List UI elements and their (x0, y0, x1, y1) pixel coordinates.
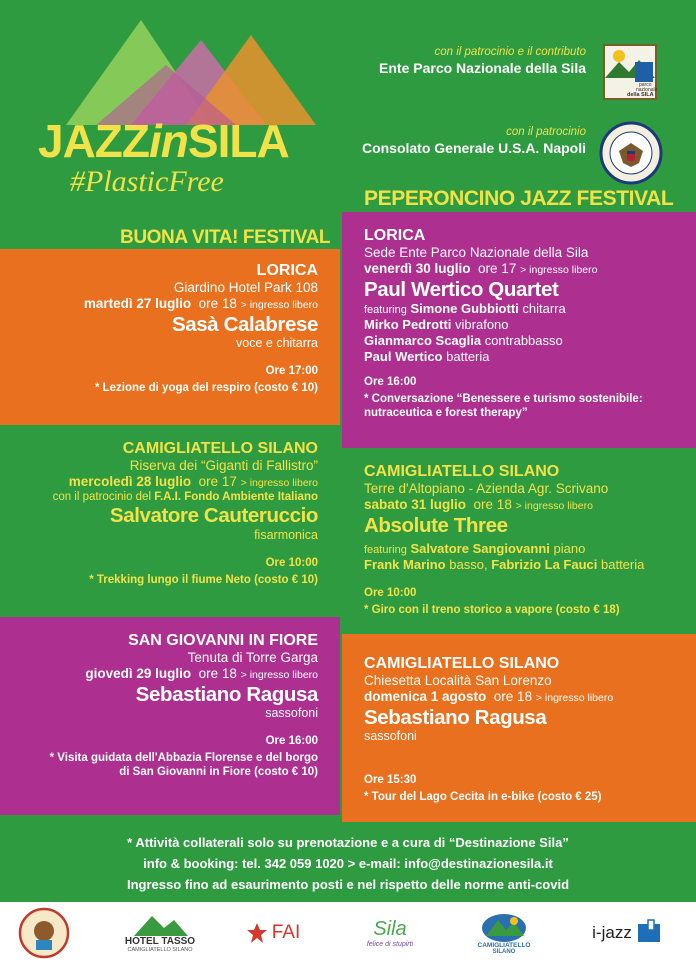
footer-line-1: * Attività collaterali solo su prenotazione e a cura di “Destinazione Sila” (127, 835, 569, 850)
event-artist: Absolute Three (364, 513, 508, 537)
event-block-camigliatello-1ago (342, 634, 696, 822)
activity-text: * Conversazione “Benessere e turismo sostenibile: (364, 392, 643, 405)
event-artist: Sebastiano Ragusa (364, 705, 547, 729)
event-venue: Giardino Hotel Park 108 (173, 280, 318, 296)
event-place: SAN GIOVANNI IN FIORE (128, 632, 318, 649)
hotel-tasso-logo-icon: HOTEL TASSO CAMIGLIATELLO SILANO (118, 902, 202, 964)
event-venue: Sede Ente Parco Nazionale della Sila (364, 245, 589, 261)
svg-text:nazionale: nazionale (636, 87, 658, 93)
mountains-logo-icon (36, 10, 336, 130)
activity-text: * Tour del Lago Cecita in e-bike (costo € 25) (364, 790, 602, 803)
event-artist: Paul Wertico Quartet (364, 277, 559, 301)
camigliatello-logo-icon: CAMIGLIATELLO SILANO (468, 902, 540, 964)
event-place: LORICA (256, 262, 318, 279)
activity-time: Ore 17:00 (265, 365, 318, 378)
activity-time: Ore 15:30 (364, 774, 417, 787)
band-member: featuring Simone Gubbiotti chitarra (364, 301, 566, 317)
right-festival-title: PEPERONCINO JAZZ FESTIVAL (364, 187, 674, 210)
sponsors-bar (0, 902, 696, 964)
svg-text:della SILA: della SILA (627, 92, 654, 98)
parco-nazionale-sila-logo-icon (603, 44, 657, 100)
event-block-lorica-27 (0, 249, 340, 425)
event-place: LORICA (364, 227, 426, 244)
band-member: featuring Salvatore Sangiovanni piano (364, 541, 586, 557)
event-place: CAMIGLIATELLO SILANO (364, 655, 560, 672)
event-venue: Riserva dei “Giganti di Fallistro” (129, 458, 318, 474)
activity-text-2: nutraceutica e forest therapy” (364, 406, 528, 419)
event-artist: Salvatore Cauteruccio (109, 504, 318, 528)
activity-text: * Visita guidata dell'Abbazia Florense e del borgo (49, 751, 318, 764)
footer-line-3: Ingresso fino ad esaurimento posti e nel rispetto delle norme anti-covid (126, 877, 570, 892)
la-paesana-logo-icon (14, 902, 74, 964)
svg-text:parco: parco (639, 82, 652, 88)
event-artist: Sasà Calabrese (172, 312, 318, 336)
footer-line-2: info & booking: tel. 342 059 1020 > e-mail: info@destinazionesila.it (143, 856, 553, 871)
event-date: venerdì 30 luglio ore 17 > ingresso libero (364, 261, 598, 277)
band-member: Frank Marino basso, Fabrizio La Fauci batteria (364, 557, 645, 573)
event-place: CAMIGLIATELLO SILANO (122, 440, 318, 457)
activity-time: Ore 10:00 (265, 556, 318, 569)
logo-title: JAZZinSILA (38, 115, 289, 167)
i-jazz-logo-icon: i-jazz (572, 902, 682, 964)
sila-logo-icon: Sila felice di stupirti (366, 918, 414, 948)
patronage-consolato: con il patrocinio Consolato Generale U.S.A. Napoli (361, 126, 586, 156)
activity-text-2: di San Giovanni in Fiore (costo € 10) (119, 765, 318, 778)
activity-text: * Giro con il treno storico a vapore (costo € 18) (364, 603, 620, 616)
event-date: domenica 1 agosto ore 18 > ingresso libero (364, 689, 614, 705)
us-consulate-seal-icon (599, 121, 663, 185)
event-venue: Terre d'Altopiano - Azienda Agr. Scrivano (364, 481, 609, 497)
event-patron: con il patrocinio del F.A.I. Fondo Ambiente Italiano (52, 490, 318, 503)
logo-subtitle: #PlasticFree (70, 165, 224, 198)
event-date: sabato 31 luglio ore 18 > ingresso libero (364, 497, 593, 513)
event-role: sassofoni (265, 706, 318, 721)
event-role: fisarmonica (254, 527, 318, 542)
event-block-camigliatello-31 (342, 448, 696, 634)
event-place: CAMIGLIATELLO SILANO (364, 463, 560, 480)
activity-time: Ore 16:00 (265, 735, 318, 748)
footer-info (0, 832, 696, 895)
fai-logo-icon: FAI (240, 902, 306, 964)
activity-time: Ore 10:00 (364, 586, 417, 599)
event-artist: Sebastiano Ragusa (135, 682, 318, 706)
event-venue: Chiesetta Località San Lorenzo (364, 673, 552, 689)
left-festival-title: BUONA VITA! FESTIVAL (120, 227, 331, 248)
event-role: sassofoni (364, 729, 417, 744)
activity-text: * Lezione di yoga del respiro (costo € 10) (94, 381, 318, 394)
event-role: voce e chitarra (236, 336, 318, 351)
event-date: martedì 27 luglio ore 18 > ingresso libero (83, 296, 318, 312)
patronage-parco: con il patrocinio e il contributo Ente Parco Nazionale della Sila (379, 46, 586, 76)
event-block-lorica-30 (342, 212, 696, 448)
activity-time: Ore 16:00 (364, 376, 417, 389)
event-block-camigliatello-28 (0, 425, 340, 617)
activity-text: * Trekking lungo il fiume Neto (costo € 10) (89, 573, 318, 586)
event-date: mercoledì 28 luglio ore 17 > ingresso libero (68, 474, 318, 490)
band-member: Paul Wertico batteria (364, 348, 490, 364)
event-date: giovedì 29 luglio ore 18 > ingresso libero (85, 666, 318, 682)
event-block-sangiovanni-29 (0, 617, 340, 815)
band-member: Gianmarco Scaglia contrabbasso (364, 332, 563, 348)
event-venue: Tenuta di Torre Garga (187, 650, 318, 666)
band-member: Mirko Pedrotti vibrafono (364, 317, 509, 333)
